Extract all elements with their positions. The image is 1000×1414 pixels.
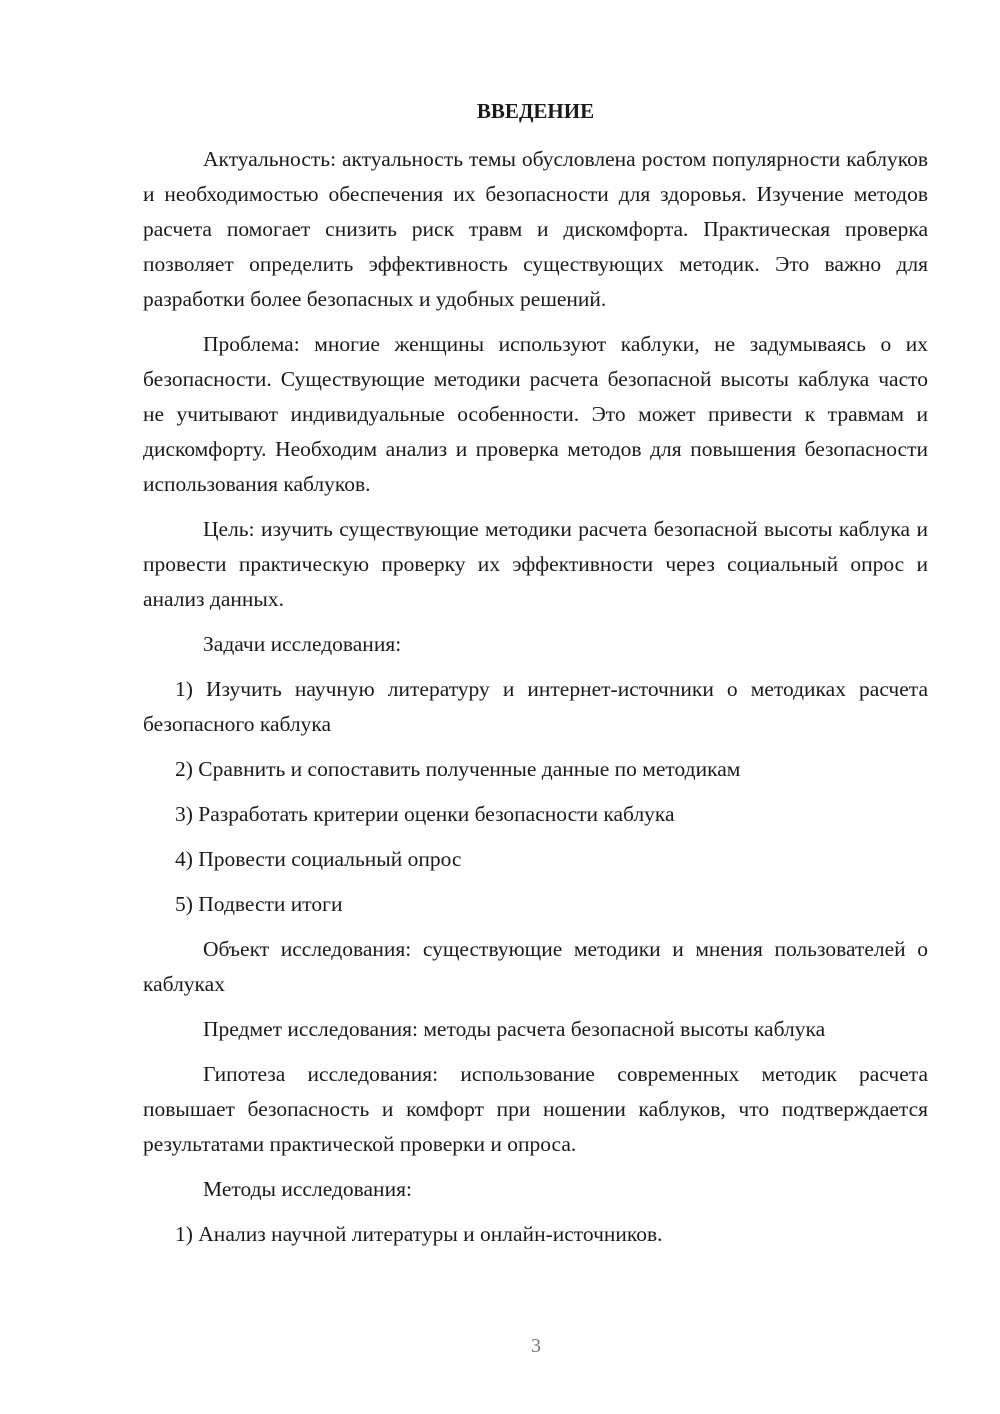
method-item: 1) Анализ научной литературы и онлайн-источников. xyxy=(175,1222,663,1246)
paragraph-relevance: Актуальность: актуальность темы обусловлена ростом популярности каблуков и необходимостью обеспечения их безопасности для здоровья. Изучение методов расчета помогает снизить риск травм и дискомфорта. Практическая проверка позволяет определить эффективность существующих методик. Это важно для разработки более безопасных и удобных решений. xyxy=(143,147,928,311)
paragraph-hypothesis: Гипотеза исследования: использование современных методик расчета повышает безопасность и комфорт при ношении каблуков, что подтверждается результатами практической проверки и опроса. xyxy=(143,1062,928,1156)
task-item: 3) Разработать критерии оценки безопасности каблука xyxy=(175,802,675,826)
paragraph-object: Объект исследования: существующие методики и мнения пользователей о каблуках xyxy=(143,937,928,996)
task-item: 1) Изучить научную литературу и интернет-источники о методиках расчета безопасного каблука xyxy=(143,677,928,736)
task-item: 2) Сравнить и сопоставить полученные данные по методикам xyxy=(175,757,741,781)
tasks-heading: Задачи исследования: xyxy=(203,632,402,656)
paragraph-problem: Проблема: многие женщины используют каблуки, не задумываясь о их безопасности. Существующие методики расчета безопасной высоты каблука часто не учитывают индивидуальные особенности. Это может привести к травмам и дискомфорту. Необходим анализ и проверка методов для повышения безопасности использования каблуков. xyxy=(143,332,928,496)
methods-heading: Методы исследования: xyxy=(203,1177,412,1201)
body-text xyxy=(143,142,928,1252)
paragraph-goal: Цель: изучить существующие методики расчета безопасной высоты каблука и провести практическую проверку их эффективности через социальный опрос и анализ данных. xyxy=(143,517,928,611)
page-number: 3 xyxy=(531,1335,541,1357)
task-item: 5) Подвести итоги xyxy=(175,892,343,916)
task-item: 4) Провести социальный опрос xyxy=(175,847,462,871)
paragraph-subject: Предмет исследования: методы расчета безопасной высоты каблука xyxy=(203,1017,826,1041)
page-title: ВВЕДЕНИЕ xyxy=(476,99,595,123)
